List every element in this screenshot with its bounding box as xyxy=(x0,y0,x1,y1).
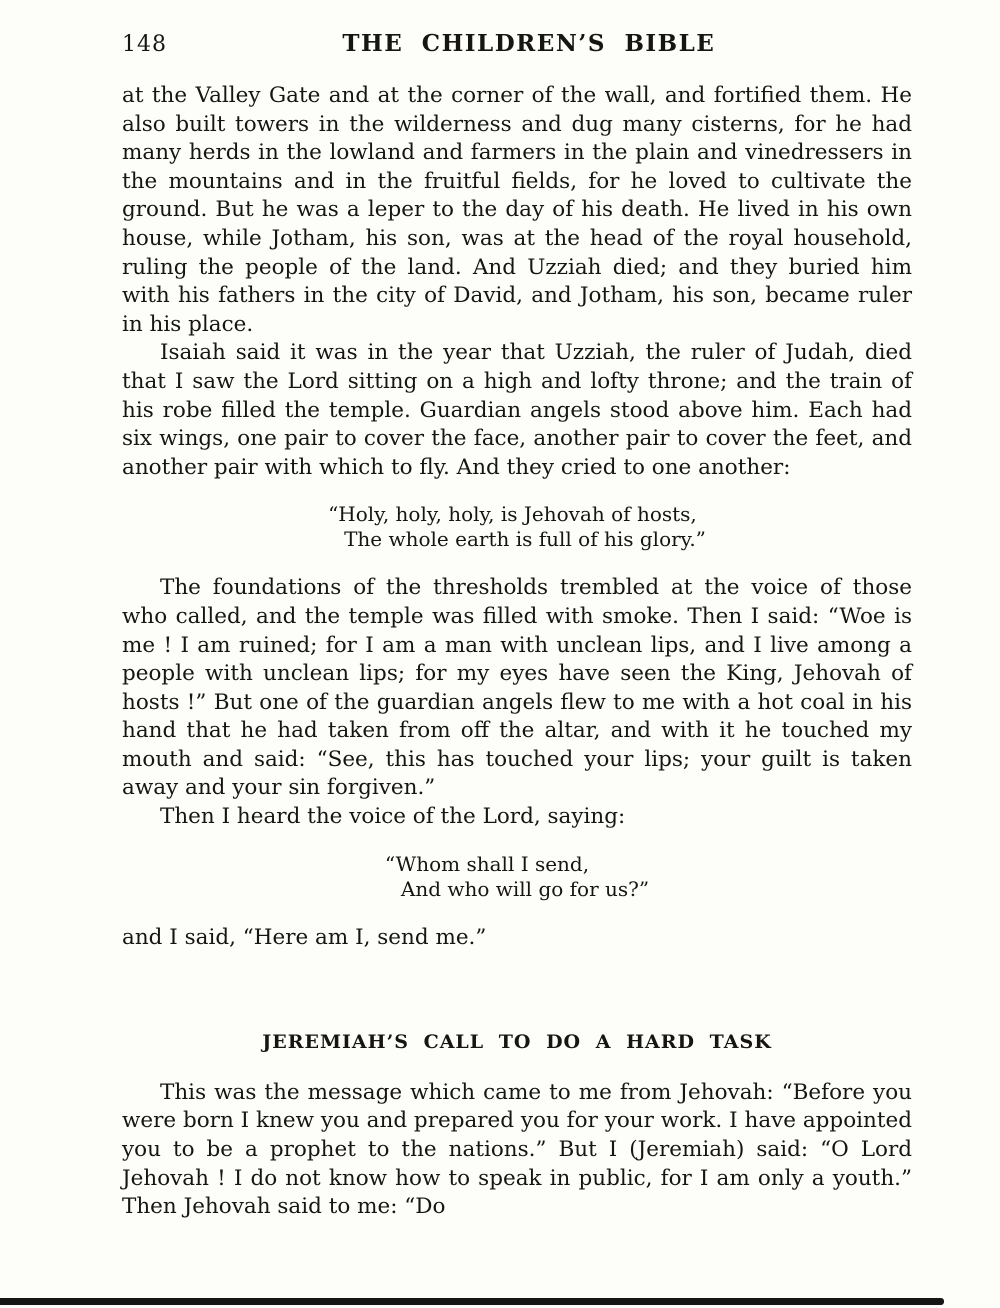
verse-holy-holy-holy xyxy=(122,502,912,552)
scan-edge-artifact xyxy=(0,1298,944,1305)
paragraph-foundations-trembled: The foundations of the thresholds trembled at the voice of those who called, and the temple was filled with smoke. Then I said: “Woe is me ! I am ruined; for I am a man with unclean lips, and I live among a people with unclean lips; for my eyes have seen the King, Jehovah of hosts !” But one of the guardian angels flew to me with a hot coal in his hand that he had taken from off the altar, and with it he touched my mouth and said: “See, this has touched your lips; your guilt is taken away and your sin forgiven.” xyxy=(122,575,912,801)
section-heading-jeremiahs-call: JEREMIAH’S CALL TO DO A HARD TASK xyxy=(262,1031,772,1054)
verse-block xyxy=(385,852,649,902)
verse-line: “Holy, holy, holy, is Jehovah of hosts, xyxy=(328,502,697,527)
paragraph-isaiah-vision: Isaiah said it was in the year that Uzziah, the ruler of Judah, died that I saw the Lord sitting on a high and lofty throne; and the train of his robe filled the temple. Guardian angels stood above him. Each had six wings, one pair to cover the face, another pair to cover the feet, and another pair with which to fly. And they cried to one another: xyxy=(122,340,912,480)
page-header xyxy=(122,30,912,60)
verse-block xyxy=(328,502,706,552)
paragraph-jeremiah-message: This was the message which came to me from Jehovah: “Before you were born I knew you and prepared you for your work. I have appointed you to be a prophet to the nations.” But I (Jeremiah) said: “O Lord Jehovah ! I do not know how to speak in public, for I am only a youth.” Then Jehovah said to me: “Do xyxy=(122,1079,912,1220)
running-title: THE CHILDREN’S BIBLE xyxy=(342,30,716,57)
verse-line: “Whom shall I send, xyxy=(384,851,590,876)
paragraph-here-am-i: and I said, “Here am I, send me.” xyxy=(122,924,487,950)
page-number: 148 xyxy=(122,32,167,57)
verse-line: The whole earth is full of his glory.” xyxy=(344,527,706,552)
verse-whom-shall-i-send xyxy=(122,852,912,902)
paragraph-then-i-heard: Then I heard the voice of the Lord, saying: xyxy=(160,804,626,830)
verse-line: And who will go for us?” xyxy=(400,876,650,901)
page-body xyxy=(122,82,912,1222)
paragraph-uzziah-reign: at the Valley Gate and at the corner of the wall, and fortified them. He also built towers in the wilderness and dug many cisterns, for he had many herds in the lowland and farmers in the plain and vinedressers in the mountains and in the fruitful fields, for he loved to cultivate the ground. But he was a leper to the day of his death. He lived in his own house, while Jotham, his son, was at the head of the royal household, ruling the people of the land. And Uzziah died; and they buried him with his fathers in the city of David, and Jotham, his son, became ruler in his place. xyxy=(122,83,912,337)
